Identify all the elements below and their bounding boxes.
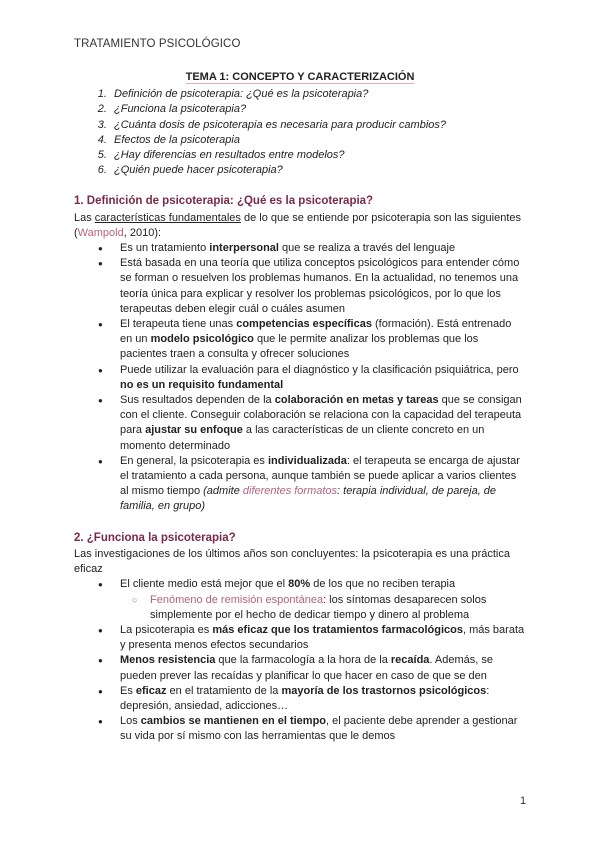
page-number: 1	[520, 795, 527, 807]
list-item: ● Puede utilizar la evaluación para el diagnóstico y la clasificación psiquiátrica, pero no es un requisito fundamental	[112, 363, 526, 393]
toc-item: 5. ¿Hay diferencias en resultados entre modelos?	[110, 148, 526, 163]
sub-list	[120, 593, 526, 623]
list-item: ● La psicoterapia es más eficaz que los tratamientos farmacológicos, más barata y presenta menos efectos secundarios	[112, 623, 526, 653]
toc-item: 4. Efectos de la psicoterapia	[110, 133, 526, 148]
list-item: ● Menos resistencia que la farmacología a la hora de la recaída. Además, se pueden prever las recaídas y planificar lo que hacer en caso de que se den	[112, 653, 526, 683]
list-item: ● Es un tratamiento interpersonal que se realiza a través del lenguaje	[112, 241, 526, 256]
toc-item: 2. ¿Funciona la psicoterapia?	[110, 102, 526, 117]
list-item: ● El cliente medio está mejor que el 80% de los que no reciben terapia ○ Fenómeno de remisión espontánea: los síntomas desaparecen solos simplemente por el hecho de dedicar tiempo y dinero al problema	[112, 577, 526, 623]
section-2-intro: Las investigaciones de los últimos años son concluyentes: la psicoterapia es una práctica eficaz	[74, 547, 510, 576]
page-header: TRATAMIENTO PSICOLÓGICO	[74, 38, 241, 50]
section-1-list	[74, 241, 526, 515]
list-item: ● En general, la psicoterapia es individualizada: el terapeuta se encarga de ajustar el tratamiento a cada persona, aunque también se puede aplicar a varios clientes al mismo tiempo (admite diferentes formatos: terapia individual, de pareja, de familia, en grupo)	[112, 454, 526, 515]
list-item: ● Es eficaz en el tratamiento de la mayoría de los trastornos psicológicos: depresión, ansiedad, adicciones…	[112, 684, 526, 714]
section-heading-1: 1. Definición de psicoterapia: ¿Qué es la psicoterapia?	[74, 195, 374, 208]
list-item: ● Está basada en una teoría que utiliza conceptos psicológicos para entender cómo se forman o resuelven los problemas humanos. En la actualidad, no tenemos una teoría única para explicar y resolver los problemas psicológicos, por lo que los terapeutas deben elegir cuál o cuáles asumen	[112, 256, 526, 317]
citation-link: Wampold	[77, 226, 124, 239]
list-item: ● El terapeuta tiene unas competencias específicas (formación). Está entrenado en un modelo psicológico que le permite analizar los problemas que los pacientes traen a consulta y ofrecer soluciones	[112, 317, 526, 363]
sub-list-item: ○ Fenómeno de remisión espontánea: los síntomas desaparecen solos simplemente por el hecho de dedicar tiempo y dinero al problema	[144, 593, 526, 623]
list-item: ● Los cambios se mantienen en el tiempo, el paciente debe aprender a gestionar su vida por sí mismo con las herramientas que le demos	[112, 714, 526, 744]
toc-item: 1. Definición de psicoterapia: ¿Qué es la psicoterapia?	[110, 87, 526, 102]
section-2-list	[74, 577, 526, 744]
table-of-contents	[74, 87, 526, 178]
list-item: ● Sus resultados dependen de la colaboración en metas y tareas que se consigan con el cliente. Conseguir colaboración se relaciona con la capacidad del terapeuta para ajustar su enfoque a las características de un cliente concreto en un momento determinado	[112, 393, 526, 454]
toc-item: 3. ¿Cuánta dosis de psicoterapia es necesaria para producir cambios?	[110, 118, 526, 133]
page-content	[74, 70, 526, 745]
section-1-intro: Las características fundamentales de lo que se entiende por psicoterapia son las siguientes (Wampold, 2010):	[74, 211, 522, 239]
page-title: TEMA 1: CONCEPTO Y CARACTERIZACIÓN	[185, 71, 415, 83]
section-heading-2: 2. ¿Funciona la psicoterapia?	[74, 531, 236, 544]
toc-item: 6. ¿Quién puede hacer psicoterapia?	[110, 163, 526, 178]
